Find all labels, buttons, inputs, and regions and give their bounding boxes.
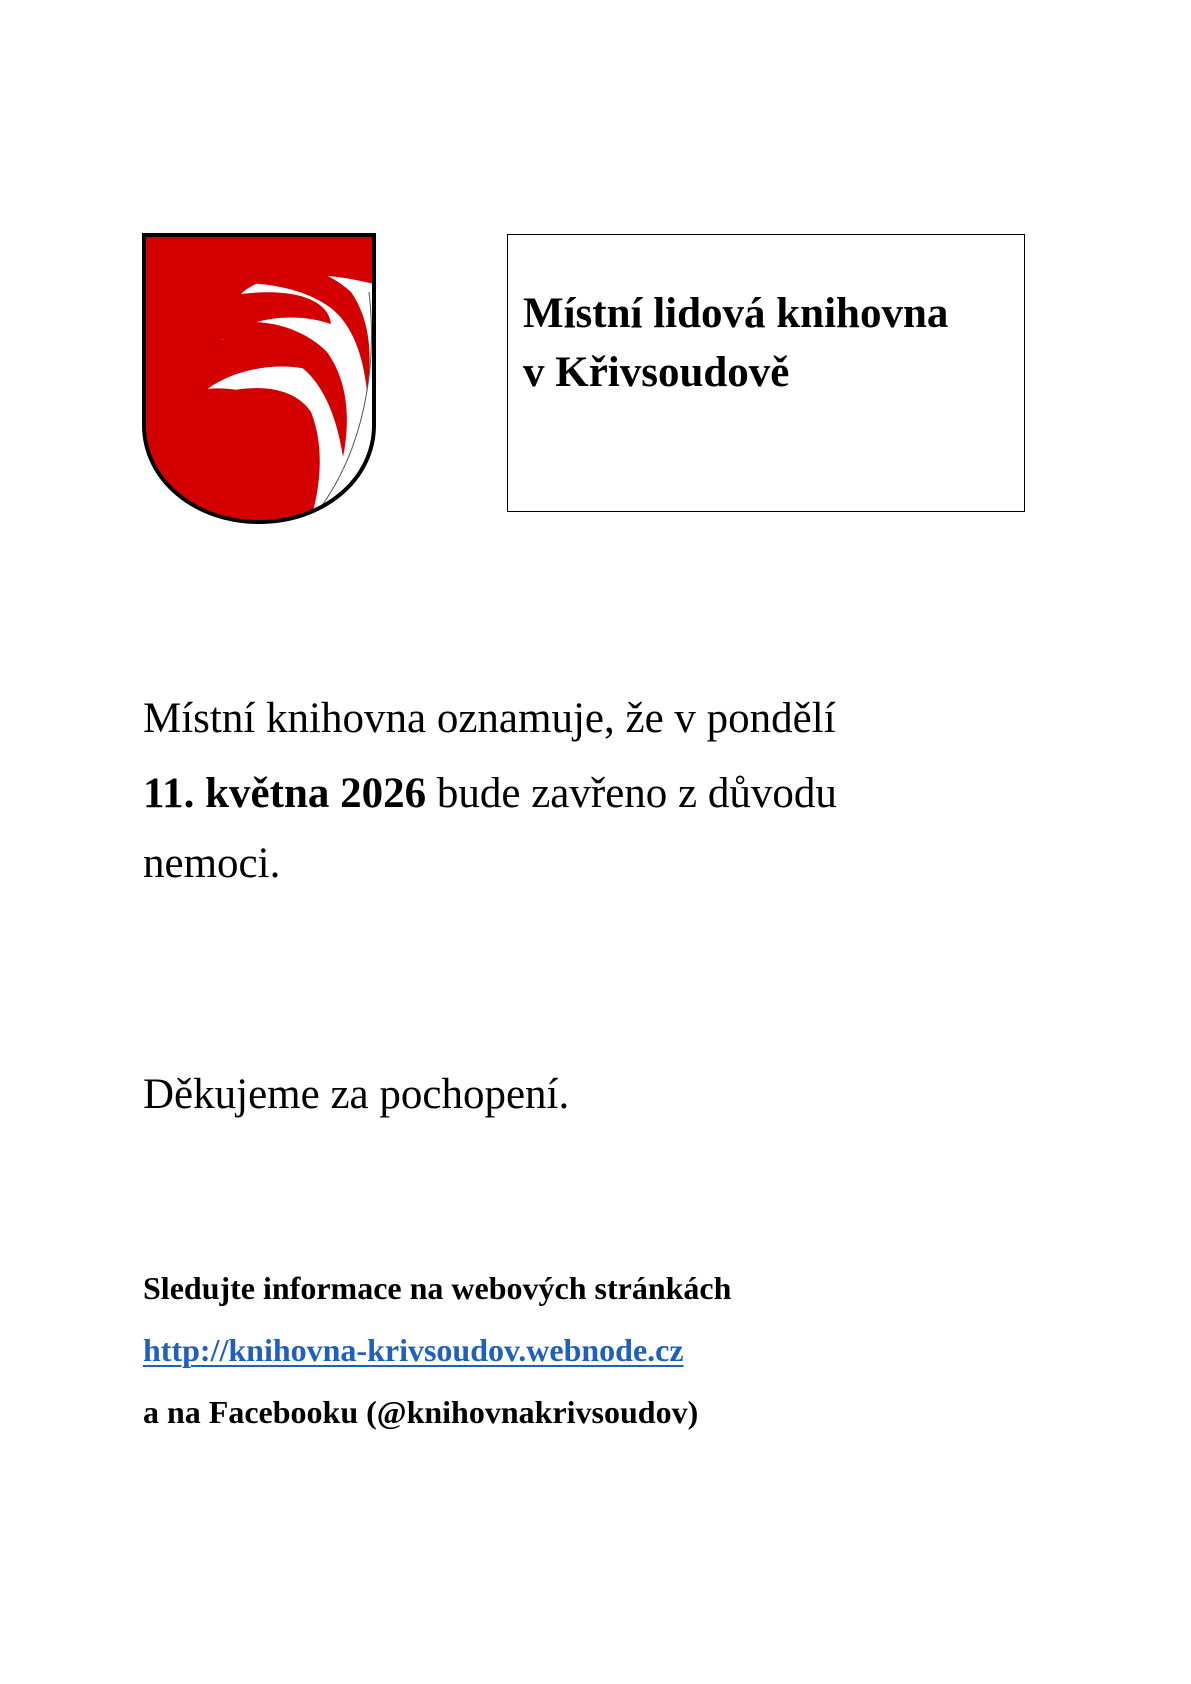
announcement-line-3: nemoci.: [143, 840, 281, 887]
facebook-line: a na Facebooku (@knihovnakrivsoudov): [143, 1394, 699, 1430]
website-link-line: [143, 1334, 684, 1366]
announcement-line-2-rest: bude zavřeno z důvodu: [426, 770, 837, 817]
website-link[interactable]: http://knihovna-krivsoudov.webnode.cz: [143, 1332, 684, 1368]
library-title-line-2: v Křivsoudově: [523, 349, 790, 396]
library-title-line-1: Místní lidová knihovna: [523, 290, 949, 337]
closure-date: 11. května 2026: [143, 770, 427, 817]
thanks-line: Děkujeme za pochopení.: [143, 1071, 570, 1118]
announcement-line-2: [143, 772, 837, 815]
library-title-box: [507, 234, 1025, 512]
crest-icon: [141, 232, 377, 525]
announcement-line-1: Místní knihovna oznamuje, že v pondělí: [143, 695, 836, 742]
website-label: Sledujte informace na webových stránkách: [143, 1270, 732, 1306]
